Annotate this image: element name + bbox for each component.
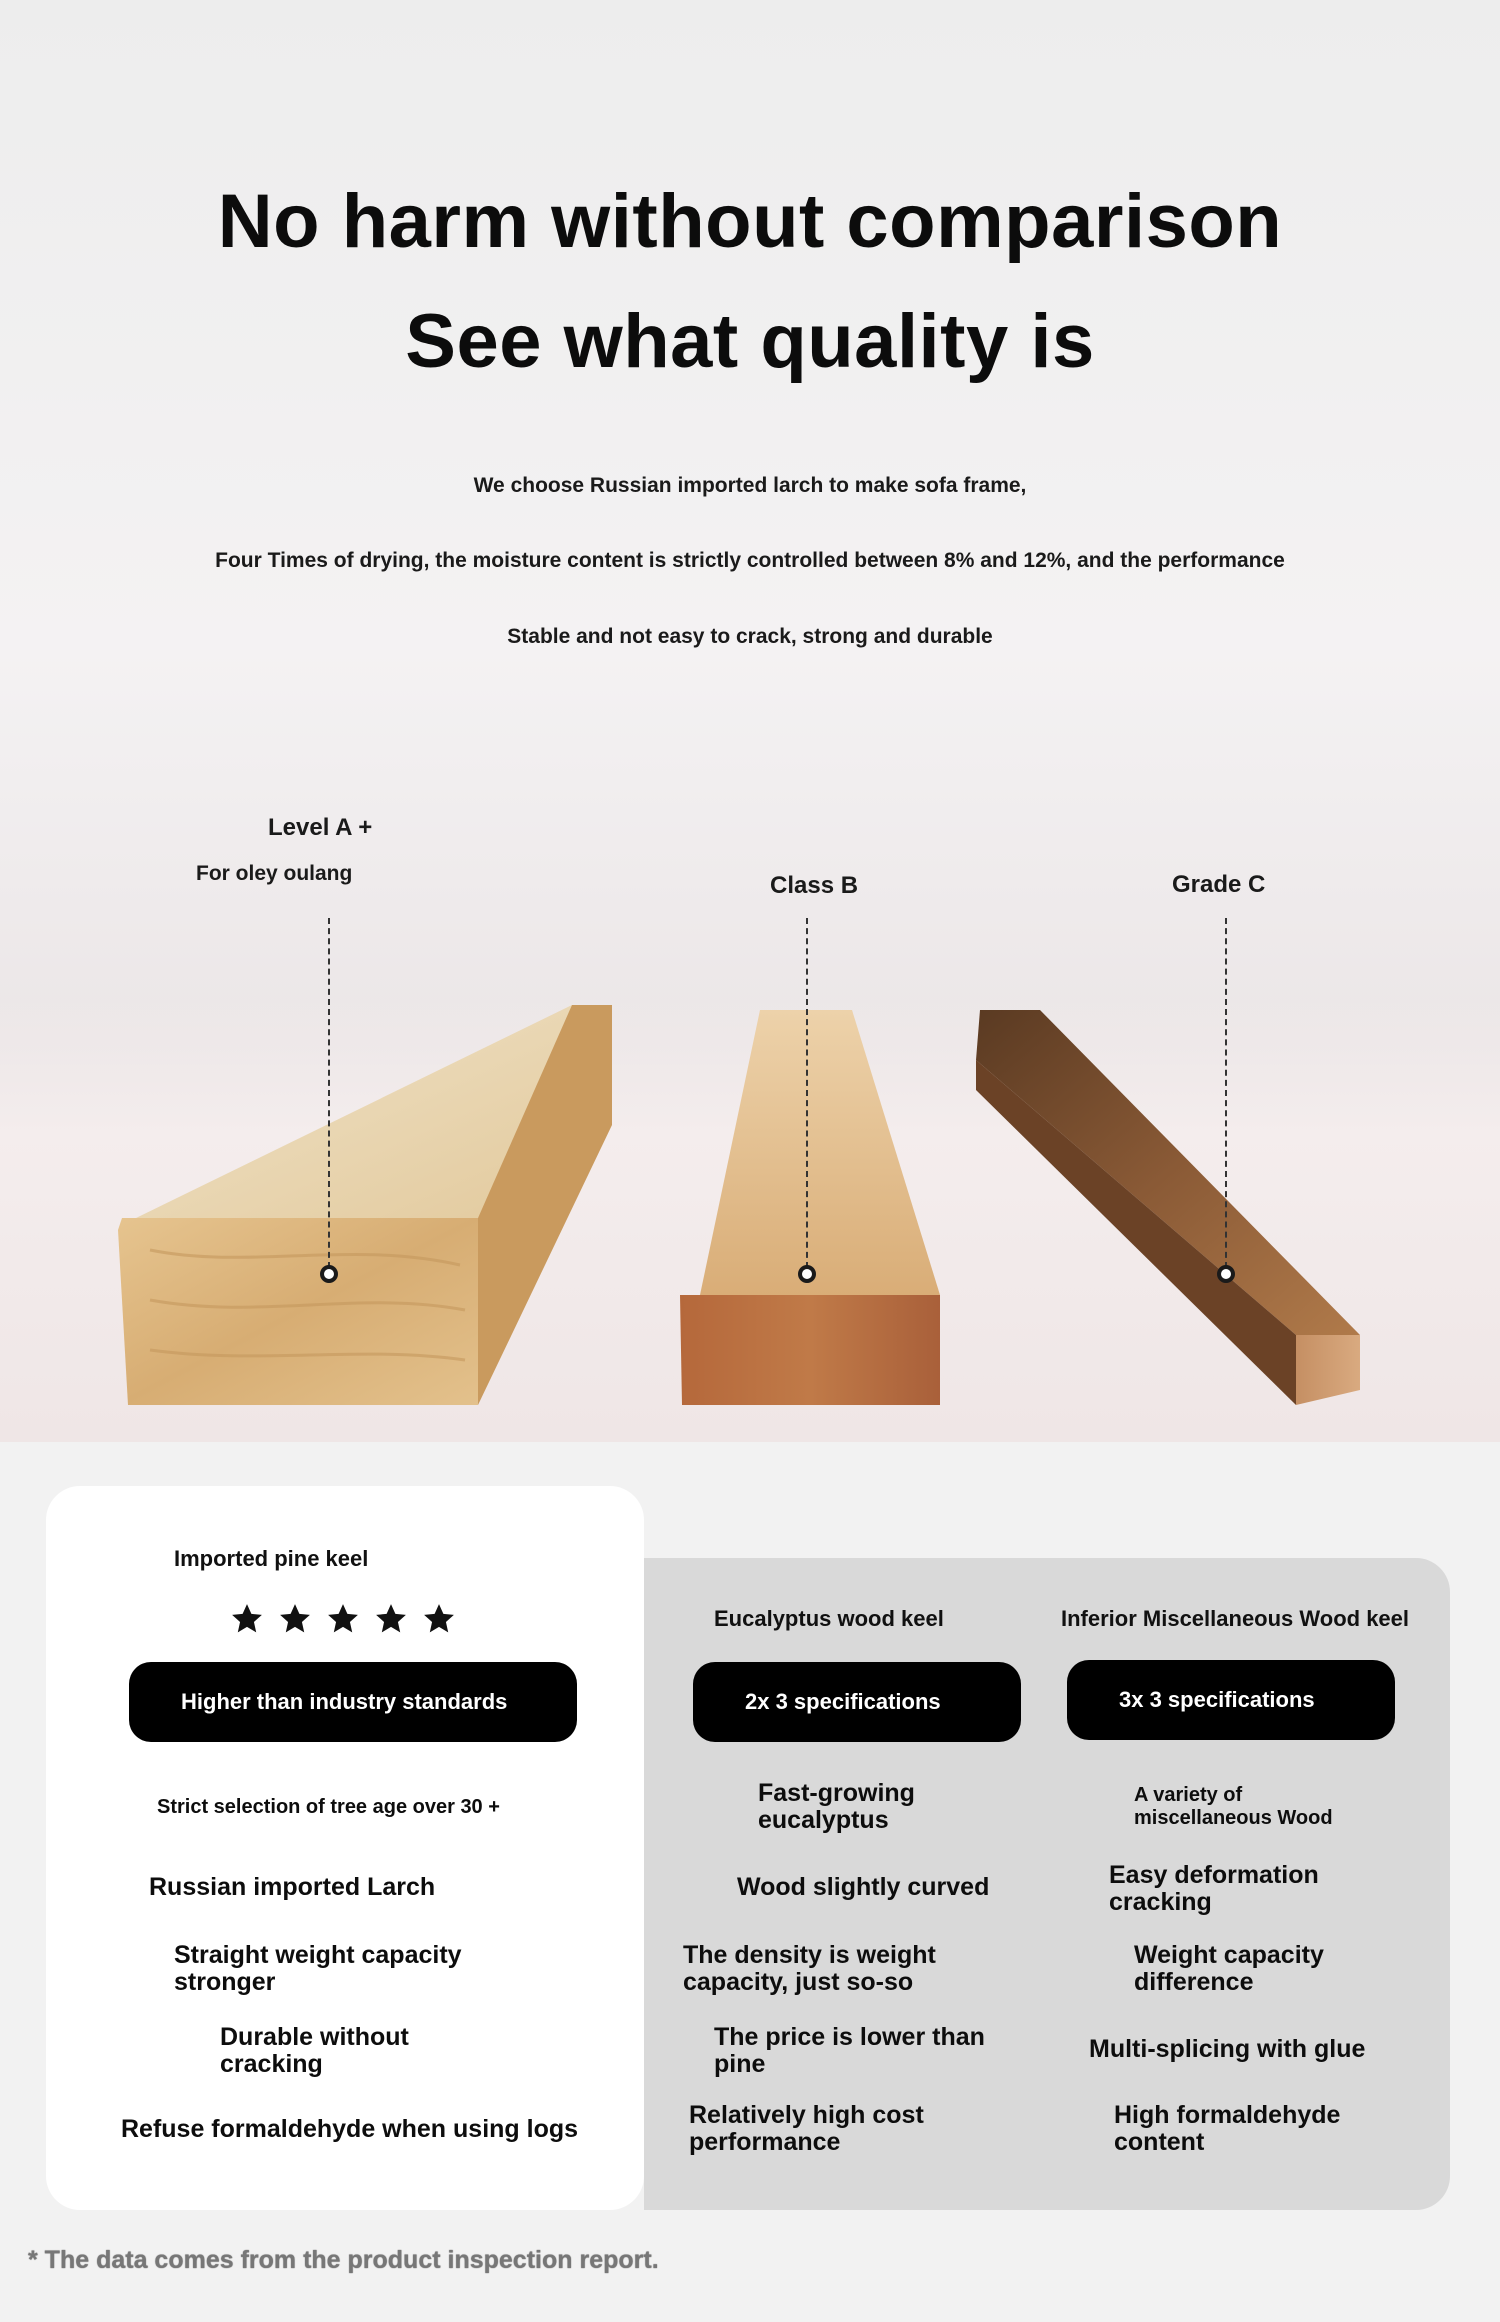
eucalyptus-spec-badge: 2x 3 specifications	[693, 1662, 1021, 1742]
pine-feature-1: Strict selection of tree age over 30 +	[157, 1796, 500, 1818]
description-line-2: Four Times of drying, the moisture content is strictly controlled between 8% and 12%, and the performance	[215, 549, 1285, 572]
star-icon	[374, 1602, 408, 1636]
misc-feature-3: Weight capacity difference	[1134, 1941, 1324, 1996]
pine-feature-2: Russian imported Larch	[149, 1873, 436, 1901]
grade-a-leader-line	[328, 918, 330, 1268]
grade-c-marker	[1217, 1265, 1235, 1283]
star-icon	[278, 1602, 312, 1636]
misc-feature-5: High formaldehyde content	[1114, 2101, 1341, 2156]
misc-spec-badge: 3x 3 specifications	[1067, 1660, 1395, 1740]
pine-keel-title: Imported pine keel	[174, 1546, 369, 1571]
pine-rating-stars	[230, 1602, 456, 1636]
pine-keel-card	[46, 1486, 644, 2210]
star-icon	[422, 1602, 456, 1636]
grade-a-sublabel: For oley oulang	[196, 862, 353, 885]
grade-a-label: Level A +	[268, 814, 373, 841]
pine-feature-3: Straight weight capacity stronger	[174, 1941, 462, 1996]
grade-b-leader-line	[806, 918, 808, 1268]
eucalyptus-feature-4: The price is lower than pine	[714, 2023, 985, 2078]
grade-c-leader-line	[1225, 918, 1227, 1268]
eucalyptus-feature-3: The density is weight capacity, just so-so	[683, 1941, 936, 1996]
misc-feature-4: Multi-splicing with glue	[1089, 2035, 1366, 2063]
description-line-3: Stable and not easy to crack, strong and durable	[507, 625, 993, 648]
grade-b-label: Class B	[770, 872, 859, 899]
headline-line-2: See what quality is	[405, 299, 1095, 384]
wood-grade-a	[118, 1005, 612, 1405]
grade-b-marker	[798, 1265, 816, 1283]
star-icon	[230, 1602, 264, 1636]
wood-grade-c	[976, 1010, 1360, 1405]
misc-keel-title: Inferior Miscellaneous Wood keel	[1061, 1606, 1410, 1631]
pine-standard-badge: Higher than industry standards	[129, 1662, 577, 1742]
description-line-1: We choose Russian imported larch to make sofa frame,	[473, 474, 1027, 497]
misc-feature-2: Easy deformation cracking	[1109, 1861, 1319, 1916]
grade-a-marker	[320, 1265, 338, 1283]
data-source-footnote: * The data comes from the product inspection report.	[28, 2246, 659, 2274]
pine-feature-4: Durable without cracking	[220, 2023, 409, 2078]
eucalyptus-feature-2: Wood slightly curved	[737, 1873, 990, 1901]
eucalyptus-feature-1: Fast-growing eucalyptus	[758, 1779, 915, 1834]
pine-feature-5: Refuse formaldehyde when using logs	[121, 2115, 579, 2143]
grade-c-label: Grade C	[1172, 871, 1266, 898]
headline-line-1: No harm without comparison	[217, 179, 1283, 264]
misc-feature-1: A variety of miscellaneous Wood	[1134, 1784, 1333, 1829]
eucalyptus-feature-5: Relatively high cost performance	[689, 2101, 924, 2156]
star-icon	[326, 1602, 360, 1636]
eucalyptus-keel-title: Eucalyptus wood keel	[714, 1606, 944, 1631]
wood-grade-b	[680, 1010, 940, 1405]
